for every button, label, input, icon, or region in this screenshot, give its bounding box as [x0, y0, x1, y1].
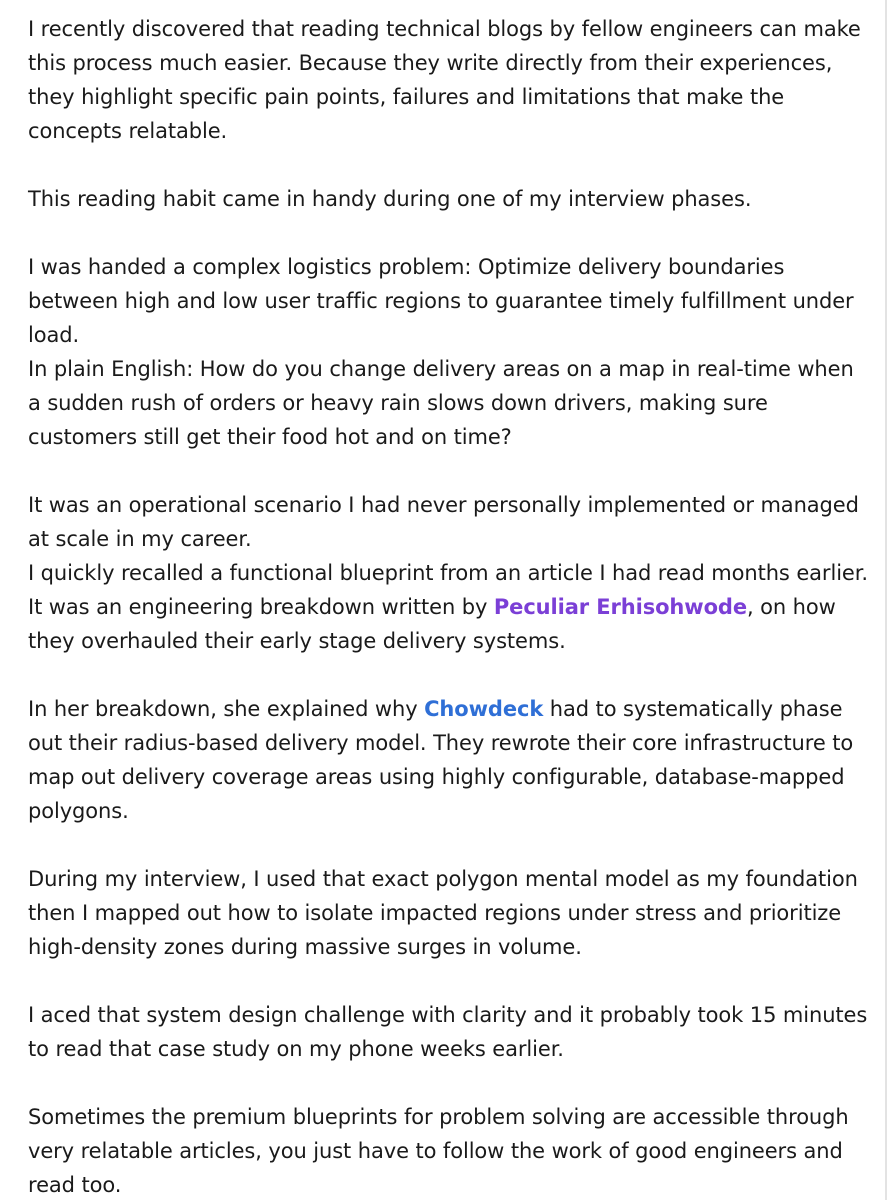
paragraph-3-line-b: In plain English: How do you change delivery areas on a map in real-time when a sudden rush of orders or heavy rain slows down drivers, making sure customers still get their food hot and on time?	[28, 357, 854, 449]
paragraph-7	[28, 998, 868, 1066]
paragraph-1-text: I recently discovered that reading technical blogs by fellow engineers can make this process much easier. Because they write directly from their experiences, they highlight specific pain points, failures and limitations that make the concepts relatable.	[28, 17, 861, 143]
paragraph-2	[28, 182, 868, 216]
paragraph-2-text: This reading habit came in handy during one of my interview phases.	[28, 187, 752, 211]
paragraph-7-text: I aced that system design challenge with clarity and it probably took 15 minutes to read that case study on my phone weeks earlier.	[28, 1003, 868, 1061]
paragraph-5	[28, 692, 868, 828]
paragraph-3-line-a: I was handed a complex logistics problem: Optimize delivery boundaries between high and low user traffic regions to guarantee timely fulfillment under load.	[28, 255, 854, 347]
paragraph-5-text-before: In her breakdown, she explained why	[28, 697, 425, 721]
paragraph-4-text-before: I quickly recalled a functional blueprint from an article I had read months earlier. It was an engineering breakdown written by	[28, 561, 868, 619]
mention-peculiar-erhisohwode[interactable]: Peculiar Erhisohwode	[493, 595, 747, 619]
paragraph-1	[28, 12, 868, 148]
paragraph-4	[28, 488, 868, 658]
paragraph-4-line-a: It was an operational scenario I had never personally implemented or managed at scale in my career.	[28, 493, 859, 551]
paragraph-6-text: During my interview, I used that exact polygon mental model as my foundation then I mapped out how to isolate impacted regions under stress and prioritize high-density zones during massive surges in volume.	[28, 867, 858, 959]
paragraph-5-text-after: had to systematically phase out their radius-based delivery model. They rewrote their core infrastructure to map out delivery coverage areas using highly configurable, database-mapped polygons.	[28, 697, 854, 823]
paragraph-3	[28, 250, 868, 454]
paragraph-4-text-after: , on how they overhauled their early stage delivery systems.	[28, 595, 836, 653]
paragraph-6	[28, 862, 868, 964]
article-body	[28, 12, 868, 1202]
paragraph-8	[28, 1100, 868, 1202]
paragraph-8-text: Sometimes the premium blueprints for problem solving are accessible through very relatable articles, you just have to follow the work of good engineers and read too.	[28, 1105, 849, 1197]
mention-chowdeck[interactable]: Chowdeck	[424, 697, 544, 721]
